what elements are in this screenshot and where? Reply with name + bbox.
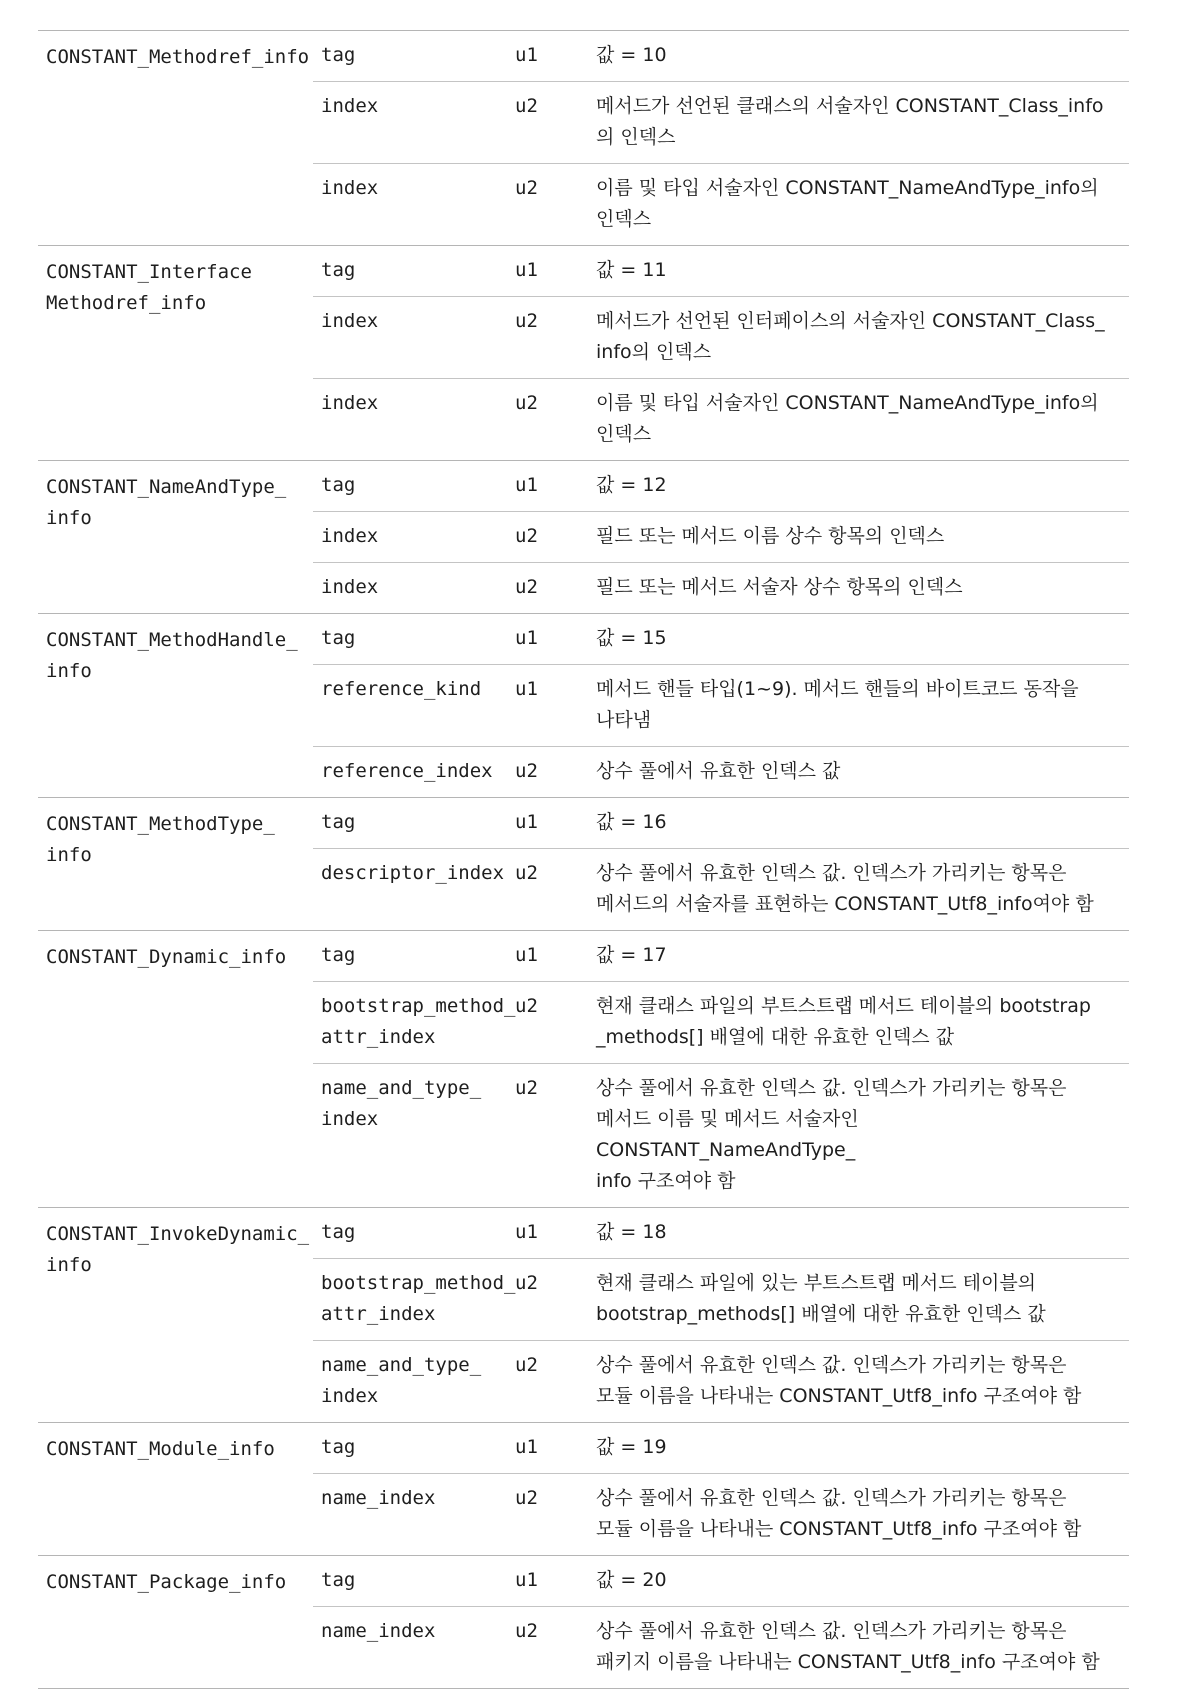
field-description-cell: 상수 풀에서 유효한 인덱스 값. 인덱스가 가리키는 항목은 패키지 이름을 나타내는 CONSTANT_Utf8_info 구조여야 함 <box>596 1620 1100 1673</box>
field-type-cell: u2 <box>515 1272 538 1294</box>
field-description-cell: 값 = 10 <box>596 44 667 66</box>
field-type-cell: u2 <box>515 1487 538 1509</box>
struct-name-cell: CONSTANT_InvokeDynamic_ info <box>46 1223 310 1276</box>
field-type-cell: u1 <box>515 1569 538 1591</box>
field-name-cell: name_and_type_ index <box>321 1077 482 1130</box>
struct-name-cell: CONSTANT_MethodType_ info <box>46 813 275 866</box>
table-row <box>313 746 1129 797</box>
struct-name-cell: CONSTANT_Dynamic_info <box>46 946 287 968</box>
table-row <box>313 163 1129 245</box>
field-description-cell: 값 = 16 <box>596 811 667 833</box>
field-type-cell: u1 <box>515 259 538 281</box>
field-description-cell: 필드 또는 메서드 서술자 상수 항목의 인덱스 <box>596 576 963 598</box>
table-row <box>313 1258 1129 1340</box>
table-group <box>38 246 1129 461</box>
table-group <box>38 461 1129 614</box>
field-name-cell: tag <box>321 627 356 649</box>
table-row <box>313 1208 1129 1258</box>
field-rows <box>313 614 1129 797</box>
field-rows <box>313 31 1129 245</box>
field-type-cell: u2 <box>515 310 538 332</box>
field-description-cell: 상수 풀에서 유효한 인덱스 값. 인덱스가 가리키는 항목은 메서드 이름 및 메서드 서술자인 CONSTANT_NameAndType_ info 구조여야 함 <box>596 1077 1067 1192</box>
table-row <box>313 798 1129 848</box>
table-row <box>313 461 1129 511</box>
field-rows <box>313 1208 1129 1422</box>
table-row <box>313 1556 1129 1606</box>
field-description-cell: 상수 풀에서 유효한 인덱스 값 <box>596 760 841 782</box>
table-row <box>313 81 1129 163</box>
field-type-cell: u1 <box>515 811 538 833</box>
field-type-cell: u1 <box>515 627 538 649</box>
table-row <box>313 1606 1129 1688</box>
field-type-cell: u2 <box>515 95 538 117</box>
field-description-cell: 상수 풀에서 유효한 인덱스 값. 인덱스가 가리키는 항목은 모듈 이름을 나타내는 CONSTANT_Utf8_info 구조여야 함 <box>596 1354 1082 1407</box>
field-name-cell: tag <box>321 1436 356 1458</box>
field-type-cell: u2 <box>515 760 538 782</box>
field-description-cell: 현재 클래스 파일의 부트스트랩 메서드 테이블의 bootstrap _methods[] 배열에 대한 유효한 인덱스 값 <box>596 995 1091 1048</box>
field-description-cell: 값 = 15 <box>596 627 667 649</box>
field-description-cell: 값 = 17 <box>596 944 667 966</box>
field-description-cell: 상수 풀에서 유효한 인덱스 값. 인덱스가 가리키는 항목은 모듈 이름을 나타내는 CONSTANT_Utf8_info 구조여야 함 <box>596 1487 1082 1540</box>
field-type-cell: u1 <box>515 1436 538 1458</box>
field-description-cell: 값 = 11 <box>596 259 667 281</box>
field-name-cell: tag <box>321 811 356 833</box>
field-description-cell: 이름 및 타입 서술자인 CONSTANT_NameAndType_info의 인덱스 <box>596 392 1099 445</box>
table-row <box>313 511 1129 562</box>
table-row <box>313 848 1129 930</box>
field-name-cell: tag <box>321 44 356 66</box>
struct-name-cell: CONSTANT_NameAndType_ info <box>46 476 287 529</box>
field-description-cell: 값 = 20 <box>596 1569 667 1591</box>
field-type-cell: u2 <box>515 862 538 884</box>
table-row <box>313 981 1129 1063</box>
field-description-cell: 필드 또는 메서드 이름 상수 항목의 인덱스 <box>596 525 945 547</box>
table-group <box>38 798 1129 931</box>
field-name-cell: reference_index <box>321 760 493 782</box>
table-group <box>38 31 1129 246</box>
field-name-cell: tag <box>321 1221 356 1243</box>
field-type-cell: u2 <box>515 525 538 547</box>
field-name-cell: tag <box>321 259 356 281</box>
struct-name-cell: CONSTANT_MethodHandle_ info <box>46 629 298 682</box>
table-group <box>38 1208 1129 1423</box>
field-name-cell: name_index <box>321 1620 436 1642</box>
table-row <box>313 378 1129 460</box>
field-name-cell: index <box>321 392 379 414</box>
table-row <box>313 1423 1129 1473</box>
field-name-cell: index <box>321 525 379 547</box>
table-row <box>313 931 1129 981</box>
field-type-cell: u1 <box>515 474 538 496</box>
table-row <box>313 1473 1129 1555</box>
struct-name-cell: CONSTANT_Methodref_info <box>46 46 310 68</box>
table-group <box>38 1423 1129 1556</box>
field-type-cell: u2 <box>515 1077 538 1099</box>
table-row <box>313 296 1129 378</box>
field-description-cell: 이름 및 타입 서술자인 CONSTANT_NameAndType_info의 인덱스 <box>596 177 1099 230</box>
table-group <box>38 614 1129 798</box>
field-name-cell: tag <box>321 1569 356 1591</box>
field-type-cell: u2 <box>515 995 538 1017</box>
field-name-cell: bootstrap_method_ attr_index <box>321 995 516 1048</box>
table-group <box>38 1556 1129 1689</box>
field-type-cell: u1 <box>515 678 538 700</box>
field-name-cell: name_index <box>321 1487 436 1509</box>
field-rows <box>313 931 1129 1207</box>
field-name-cell: index <box>321 310 379 332</box>
field-description-cell: 값 = 12 <box>596 474 667 496</box>
field-rows <box>313 798 1129 930</box>
struct-name-cell: CONSTANT_Module_info <box>46 1438 275 1460</box>
field-rows <box>313 246 1129 460</box>
field-description-cell: 메서드가 선언된 인터페이스의 서술자인 CONSTANT_Class_ info의 인덱스 <box>596 310 1105 363</box>
field-name-cell: tag <box>321 474 356 496</box>
table-row <box>313 1063 1129 1207</box>
field-description-cell: 메서드가 선언된 클래스의 서술자인 CONSTANT_Class_info 의 인덱스 <box>596 95 1104 148</box>
table-group <box>38 931 1129 1208</box>
field-type-cell: u1 <box>515 944 538 966</box>
field-type-cell: u1 <box>515 1221 538 1243</box>
field-name-cell: index <box>321 177 379 199</box>
field-description-cell: 메서드 핸들 타입(1~9). 메서드 핸들의 바이트코드 동작을 나타냄 <box>596 678 1079 731</box>
struct-name-cell: CONSTANT_Package_info <box>46 1571 287 1593</box>
field-name-cell: index <box>321 95 379 117</box>
table-row <box>313 562 1129 613</box>
field-type-cell: u2 <box>515 1354 538 1376</box>
struct-name-cell: CONSTANT_Interface Methodref_info <box>46 261 252 314</box>
field-name-cell: tag <box>321 944 356 966</box>
field-type-cell: u2 <box>515 576 538 598</box>
field-description-cell: 현재 클래스 파일에 있는 부트스트랩 메서드 테이블의 bootstrap_methods[] 배열에 대한 유효한 인덱스 값 <box>596 1272 1046 1325</box>
field-type-cell: u1 <box>515 44 538 66</box>
field-name-cell: bootstrap_method_ attr_index <box>321 1272 516 1325</box>
field-rows <box>313 461 1129 613</box>
field-name-cell: descriptor_index <box>321 862 505 884</box>
field-type-cell: u2 <box>515 1620 538 1642</box>
table-row <box>313 246 1129 296</box>
field-rows <box>313 1423 1129 1555</box>
field-name-cell: reference_kind <box>321 678 482 700</box>
table-row <box>313 614 1129 664</box>
field-description-cell: 상수 풀에서 유효한 인덱스 값. 인덱스가 가리키는 항목은 메서드의 서술자를 표현하는 CONSTANT_Utf8_info여야 함 <box>596 862 1094 915</box>
field-type-cell: u2 <box>515 392 538 414</box>
field-name-cell: name_and_type_ index <box>321 1354 482 1407</box>
field-rows <box>313 1556 1129 1688</box>
field-description-cell: 값 = 19 <box>596 1436 667 1458</box>
table-row <box>313 1340 1129 1422</box>
field-description-cell: 값 = 18 <box>596 1221 667 1243</box>
table-row <box>313 664 1129 746</box>
table-row <box>313 31 1129 81</box>
constant-pool-table <box>38 30 1129 1689</box>
field-type-cell: u2 <box>515 177 538 199</box>
field-name-cell: index <box>321 576 379 598</box>
